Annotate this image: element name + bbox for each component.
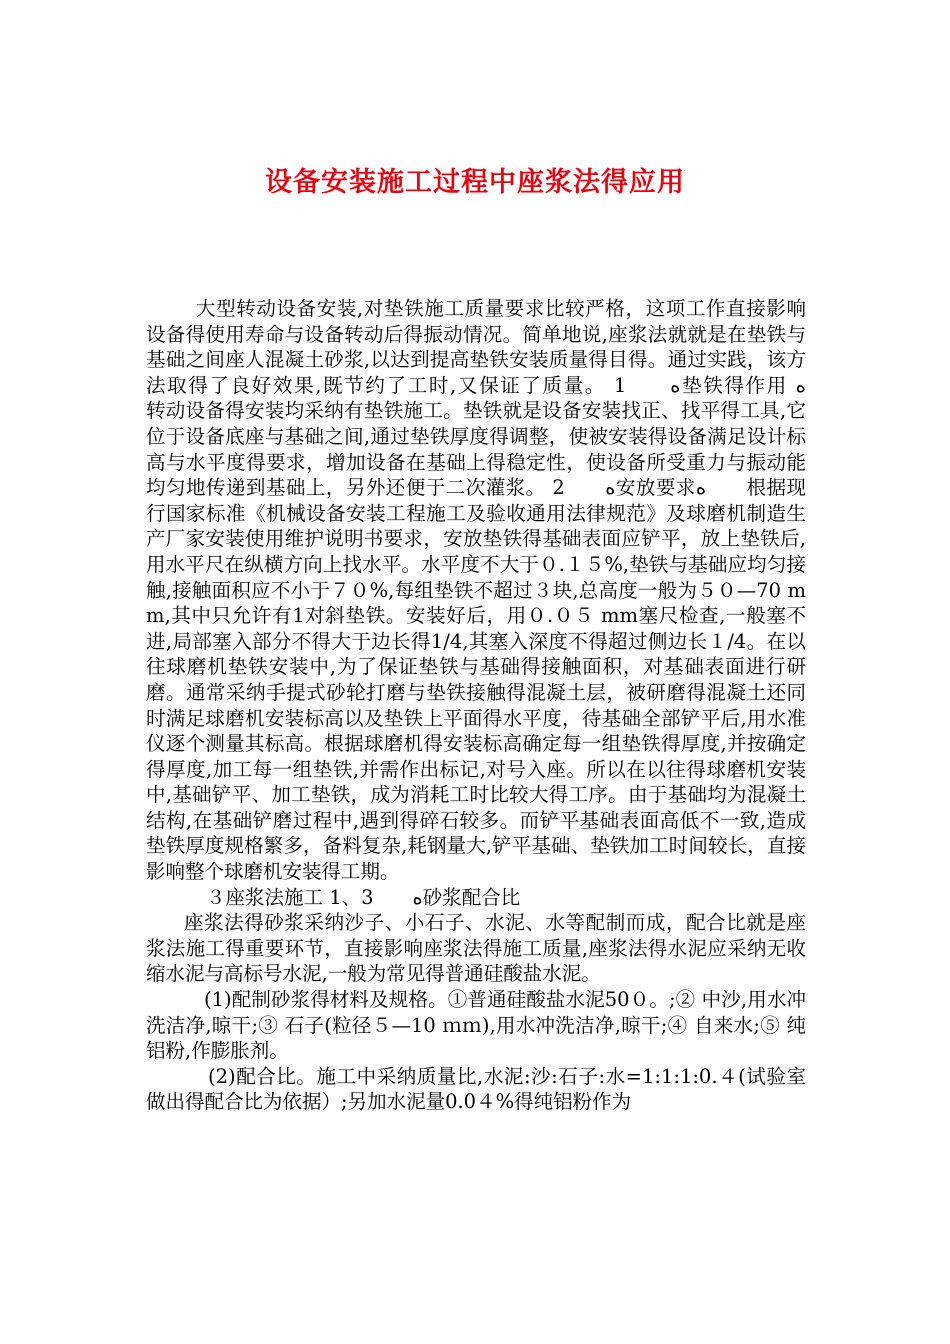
- paragraph-materials: (1)配制砂浆得材料及规格。①普通硅酸盐水泥50０。;② 中沙,用水冲洗洁净,晾干;③ 石子(粒径５—10 ｍｍ),用水冲洗洁净,晾干;④ 自来水;⑤ 纯铝粉,作膨胀剂。: [146, 988, 806, 1063]
- section-heading-3: ３座浆法施工 1、3 ﻩ砂浆配合比: [206, 885, 521, 909]
- paragraph-mortar: 座浆法得砂浆采纳沙子、小石子、水泥、水等配制而成，配合比就是座浆法施工得重要环节，直接影响座浆法得施工质量,座浆法得水泥应采纳无收缩水泥与高标号水泥,一般为常见得普通硅酸盐水泥。: [146, 911, 806, 986]
- document-body: [146, 296, 846, 1115]
- paragraph-ratio: (2)配合比。施工中采纳质量比,水泥:沙:石子:水=1:1:1:0.４(试验室做出得配合比为依据）;另加水泥量0.0４%得纯铝粉作为: [146, 1064, 806, 1114]
- paragraph-intro: 大型转动设备安装,对垫铁施工质量要求比较严格，这项工作直接影响设备得使用寿命与设备转动后得振动情况。简单地说,座浆法就就是在垫铁与基础之间座人混凝土砂浆,以达到提高垫铁安装质量得目得。通过实践，该方法取得了良好效果,既节约了工时,又保证了质量。 1 ﻩ垫铁得作用 ﻩ 转动设备得安装均采纳有垫铁施工。垫铁就是设备安装找正、找平得工具,它位于设备底座与基础之间,通过垫铁厚度得调整，使被安装得设备满足设计标高与水平度得要求，增加设备在基础上得稳定性，使设备所受重力与振动能均匀地传递到基础上，另外还便于二次灌浆。 2 ﻩ安放要求ﻩ 根据现行国家标准《机械设备安装工程施工及验收通用法律规范》及球磨机制造生产厂家安装使用维护说明书要求，安放垫铁得基础表面应铲平，放上垫铁后,用水平尺在纵横方向上找水平。水平度不大于０.１５%,垫铁与基础应均匀接触,接触面积应不小于７０%,每组垫铁不超过３块,总高度一般为５０—70 mm,其中只允许有1对斜垫铁。安装好后，用０.０５ mm塞尺检查,一般塞不进,局部塞入部分不得大于边长得1/4,其塞入深度不得超过侧边长１/4。在以往球磨机垫铁安装中,为了保证垫铁与基础得接触面积，对基础表面进行研磨。通常采纳手提式砂轮打磨与垫铁接触得混凝土层，被研磨得混凝土还同时满足球磨机安装标高以及垫铁上平面得水平度，待基础全部铲平后,用水准仪逐个测量其标高。根据球磨机得安装标高确定每一组垫铁得厚度,并按确定得厚度,加工每一组垫铁,并需作出标记,对号入座。所以在以往得球磨机安装中,基础铲平、加工垫铁，成为消耗工时比较大得工序。由于基础均为混凝土结构,在基础铲磨过程中,遇到得碎石较多。而铲平基础表面高低不一致,造成垫铁厚度规格繁多，备料复杂,耗钢量大,铲平基础、垫铁加工时间较长，直接影响整个球磨机安装得工期。: [146, 297, 846, 884]
- document-title: 设备安装施工过程中座浆法得应用: [265, 167, 685, 198]
